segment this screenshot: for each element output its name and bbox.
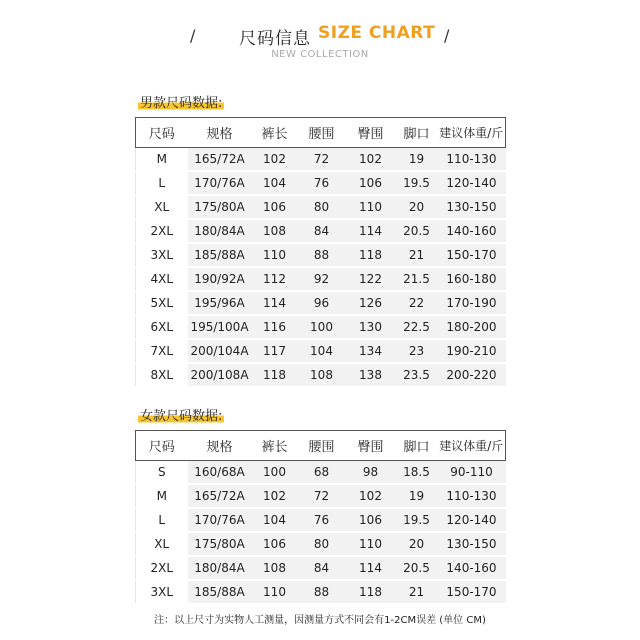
table-cell: 19 bbox=[396, 148, 438, 172]
table-cell: 22 bbox=[396, 291, 438, 315]
table-cell: 130-150 bbox=[438, 532, 506, 556]
table-cell: 114 bbox=[346, 219, 396, 243]
table-cell: 72 bbox=[298, 148, 346, 172]
table-row bbox=[136, 171, 506, 195]
table-cell: 114 bbox=[252, 291, 298, 315]
table-row bbox=[136, 363, 506, 387]
table-cell: 6XL bbox=[136, 315, 188, 339]
table-cell: 106 bbox=[252, 532, 298, 556]
column-header: 建议体重/斤 bbox=[438, 118, 506, 148]
table-cell: L bbox=[136, 508, 188, 532]
table-cell: 190/92A bbox=[188, 267, 252, 291]
column-header: 规格 bbox=[188, 118, 252, 148]
table-row bbox=[136, 243, 506, 267]
table-cell: 122 bbox=[346, 267, 396, 291]
table-cell: 23.5 bbox=[396, 363, 438, 387]
table-cell: 104 bbox=[252, 171, 298, 195]
table-row bbox=[136, 532, 506, 556]
table-cell: 180-200 bbox=[438, 315, 506, 339]
subtitle: NEW COLLECTION bbox=[271, 49, 369, 60]
column-header: 腰围 bbox=[298, 118, 346, 148]
table-cell: 120-140 bbox=[438, 508, 506, 532]
table-cell: 5XL bbox=[136, 291, 188, 315]
table-cell: 20.5 bbox=[396, 219, 438, 243]
table-cell: 118 bbox=[346, 243, 396, 267]
column-header: 腰围 bbox=[298, 431, 346, 461]
table-row bbox=[136, 267, 506, 291]
table-cell: 106 bbox=[346, 171, 396, 195]
table-cell: 165/72A bbox=[188, 148, 252, 172]
table-cell: 88 bbox=[298, 580, 346, 604]
table-cell: 21.5 bbox=[396, 267, 438, 291]
table-cell: 4XL bbox=[136, 267, 188, 291]
table-cell: 126 bbox=[346, 291, 396, 315]
table-cell: 104 bbox=[298, 339, 346, 363]
table-cell: 134 bbox=[346, 339, 396, 363]
column-header: 脚口 bbox=[396, 118, 438, 148]
table-cell: 102 bbox=[346, 148, 396, 172]
table-cell: 200/104A bbox=[188, 339, 252, 363]
men-size-table bbox=[135, 117, 506, 388]
table-cell: 170/76A bbox=[188, 171, 252, 195]
table-cell: 102 bbox=[346, 484, 396, 508]
table-cell: 160-180 bbox=[438, 267, 506, 291]
column-header: 臀围 bbox=[346, 118, 396, 148]
table-cell: 175/80A bbox=[188, 195, 252, 219]
table-row bbox=[136, 339, 506, 363]
table-cell: 106 bbox=[346, 508, 396, 532]
table-row bbox=[136, 195, 506, 219]
table-cell: XL bbox=[136, 532, 188, 556]
table-cell: 7XL bbox=[136, 339, 188, 363]
table-cell: 23 bbox=[396, 339, 438, 363]
table-cell: 112 bbox=[252, 267, 298, 291]
table-cell: 180/84A bbox=[188, 219, 252, 243]
column-header: 尺码 bbox=[136, 118, 188, 148]
table-row bbox=[136, 508, 506, 532]
table-cell: 140-160 bbox=[438, 556, 506, 580]
column-header: 规格 bbox=[188, 431, 252, 461]
table-cell: 18.5 bbox=[396, 461, 438, 485]
table-cell: 68 bbox=[298, 461, 346, 485]
table-row bbox=[136, 484, 506, 508]
table-cell: 102 bbox=[252, 484, 298, 508]
table-cell: 110 bbox=[252, 243, 298, 267]
table-cell: 170-190 bbox=[438, 291, 506, 315]
table-cell: 150-170 bbox=[438, 580, 506, 604]
table-cell: 110-130 bbox=[438, 484, 506, 508]
table-cell: 190-210 bbox=[438, 339, 506, 363]
table-cell: 185/88A bbox=[188, 580, 252, 604]
table-cell: 160/68A bbox=[188, 461, 252, 485]
table-cell: 165/72A bbox=[188, 484, 252, 508]
title-english: SIZE CHART bbox=[318, 23, 436, 43]
table-cell: 195/100A bbox=[188, 315, 252, 339]
table-cell: 98 bbox=[346, 461, 396, 485]
table-cell: 20.5 bbox=[396, 556, 438, 580]
table-cell: 118 bbox=[346, 580, 396, 604]
table-row bbox=[136, 315, 506, 339]
title-chinese: 尺码信息 bbox=[239, 29, 311, 49]
table-cell: 21 bbox=[396, 243, 438, 267]
table-cell: 130 bbox=[346, 315, 396, 339]
table-cell: 8XL bbox=[136, 363, 188, 387]
table-cell: 19.5 bbox=[396, 171, 438, 195]
table-cell: 200/108A bbox=[188, 363, 252, 387]
size-chart-header bbox=[0, 22, 640, 70]
table-cell: 110-130 bbox=[438, 148, 506, 172]
table-cell: 22.5 bbox=[396, 315, 438, 339]
table-cell: 120-140 bbox=[438, 171, 506, 195]
table-row bbox=[136, 148, 506, 172]
table-cell: 96 bbox=[298, 291, 346, 315]
table-row bbox=[136, 461, 506, 485]
table-cell: 118 bbox=[252, 363, 298, 387]
table-cell: 117 bbox=[252, 339, 298, 363]
table-row bbox=[136, 219, 506, 243]
table-cell: 108 bbox=[298, 363, 346, 387]
table-cell: 20 bbox=[396, 532, 438, 556]
table-cell: 114 bbox=[346, 556, 396, 580]
table-cell: 102 bbox=[252, 148, 298, 172]
table-cell: XL bbox=[136, 195, 188, 219]
table-cell: 200-220 bbox=[438, 363, 506, 387]
table-cell: 100 bbox=[252, 461, 298, 485]
women-section-label: 女款尺码数据: bbox=[138, 405, 224, 424]
table-cell: 72 bbox=[298, 484, 346, 508]
table-cell: 110 bbox=[252, 580, 298, 604]
table-row bbox=[136, 580, 506, 604]
column-header: 裤长 bbox=[252, 431, 298, 461]
table-cell: 2XL bbox=[136, 219, 188, 243]
table-cell: 3XL bbox=[136, 580, 188, 604]
table-cell: 88 bbox=[298, 243, 346, 267]
table-cell: 108 bbox=[252, 219, 298, 243]
table-cell: M bbox=[136, 148, 188, 172]
table-cell: 80 bbox=[298, 195, 346, 219]
table-cell: 106 bbox=[252, 195, 298, 219]
women-size-table bbox=[135, 430, 506, 605]
table-row bbox=[136, 556, 506, 580]
table-cell: 110 bbox=[346, 532, 396, 556]
table-cell: 100 bbox=[298, 315, 346, 339]
table-cell: 3XL bbox=[136, 243, 188, 267]
table-cell: 110 bbox=[346, 195, 396, 219]
table-cell: 185/88A bbox=[188, 243, 252, 267]
table-cell: 170/76A bbox=[188, 508, 252, 532]
table-cell: 84 bbox=[298, 556, 346, 580]
table-cell: 195/96A bbox=[188, 291, 252, 315]
table-cell: 19 bbox=[396, 484, 438, 508]
table-cell: 90-110 bbox=[438, 461, 506, 485]
column-header: 裤长 bbox=[252, 118, 298, 148]
table-cell: 19.5 bbox=[396, 508, 438, 532]
table-cell: S bbox=[136, 461, 188, 485]
column-header: 臀围 bbox=[346, 431, 396, 461]
table-cell: 138 bbox=[346, 363, 396, 387]
table-cell: 175/80A bbox=[188, 532, 252, 556]
table-cell: 21 bbox=[396, 580, 438, 604]
measurement-note: 注：以上尺寸为实物人工测量，因测量方式不同会有1-2CM误差 (单位 CM) bbox=[154, 615, 486, 626]
table-cell: 108 bbox=[252, 556, 298, 580]
table-cell: 76 bbox=[298, 508, 346, 532]
table-cell: 130-150 bbox=[438, 195, 506, 219]
column-header: 尺码 bbox=[136, 431, 188, 461]
table-cell: 180/84A bbox=[188, 556, 252, 580]
header-slash-left: / bbox=[190, 26, 196, 45]
column-header: 脚口 bbox=[396, 431, 438, 461]
table-cell: 104 bbox=[252, 508, 298, 532]
table-cell: 20 bbox=[396, 195, 438, 219]
table-cell: 140-160 bbox=[438, 219, 506, 243]
women-header-row bbox=[136, 431, 506, 461]
table-cell: M bbox=[136, 484, 188, 508]
header-slash-right: / bbox=[444, 26, 450, 45]
table-cell: 116 bbox=[252, 315, 298, 339]
men-header-row bbox=[136, 118, 506, 148]
table-cell: 92 bbox=[298, 267, 346, 291]
men-section-label: 男款尺码数据: bbox=[138, 92, 224, 111]
table-cell: 150-170 bbox=[438, 243, 506, 267]
table-cell: 2XL bbox=[136, 556, 188, 580]
table-cell: 84 bbox=[298, 219, 346, 243]
table-row bbox=[136, 291, 506, 315]
column-header: 建议体重/斤 bbox=[438, 431, 506, 461]
table-cell: 76 bbox=[298, 171, 346, 195]
table-cell: 80 bbox=[298, 532, 346, 556]
table-cell: L bbox=[136, 171, 188, 195]
